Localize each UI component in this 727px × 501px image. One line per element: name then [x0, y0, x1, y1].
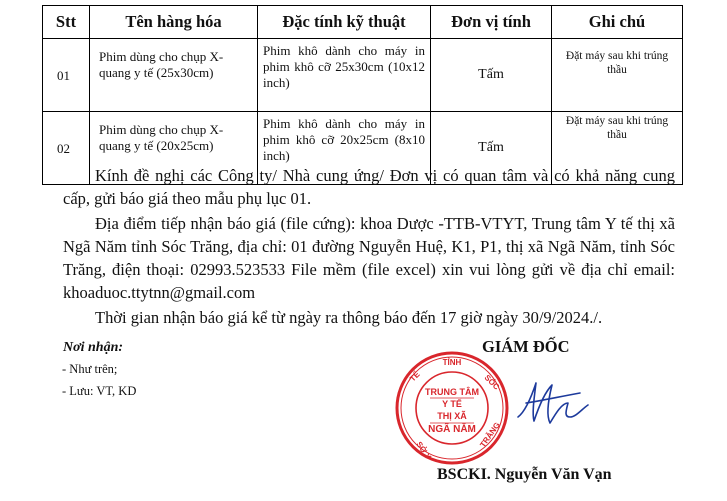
official-stamp: [392, 348, 512, 468]
row-note: Đặt máy sau khi trúng thầu: [552, 39, 683, 112]
header-stt: Stt: [43, 6, 90, 39]
deadline-paragraph: [63, 306, 675, 329]
request-paragraph: [63, 164, 675, 210]
row-item-name: Phim dùng cho chụp X-quang y tế (20x25cm): [90, 112, 258, 185]
row-stt: 02: [43, 112, 90, 185]
request-text: Kính đề nghị các Công ty/ Nhà cung ứng/ Đơn vị có quan tâm và có khả năng cung cấp, gửi báo giá theo mẫu phụ lục 01.: [63, 166, 675, 208]
svg-text:SÓC: SÓC: [482, 373, 502, 392]
signer-name: BSCKI. Nguyễn Văn Vạn: [437, 466, 612, 483]
recipients-title: Nơi nhận:: [63, 340, 124, 355]
svg-text:Y TẾ: Y TẾ: [442, 399, 462, 409]
address-paragraph: [63, 212, 675, 304]
table-header-row: [43, 6, 683, 39]
row-unit: Tấm: [431, 112, 552, 185]
row-stt: 01: [43, 39, 90, 112]
svg-text:TẾ: TẾ: [408, 369, 422, 384]
svg-text:NGÃ NĂM: NGÃ NĂM: [428, 424, 476, 435]
deadline-text: Thời gian nhận báo giá kể từ ngày ra thông báo đến 17 giờ ngày 30/9/2024./.: [95, 308, 603, 327]
recipient-item: - Như trên;: [62, 362, 118, 376]
row-item-name: Phim dùng cho chụp X-quang y tế (25x30cm): [90, 39, 258, 112]
svg-text:SỞ Y: SỞ Y: [414, 439, 433, 462]
address-text: Địa điểm tiếp nhận báo giá (file cứng): khoa Dược -TTB-VTYT, Trung tâm Y tế thị xã Ngã Năm tỉnh Sóc Trăng, địa chỉ: 01 đường Nguyễn Huệ, K1, P1, thị xã Ngã Năm, tỉnh Sóc Trăng, điện thoại: 02993.523533 File mềm (file excel) xin vui lòng gửi về địa chỉ email: khoaduoc.ttytnn@gmail.com: [63, 214, 675, 302]
svg-text:TRUNG TÂM: TRUNG TÂM: [425, 387, 479, 397]
row-note: Đặt máy sau khi trúng thầu: [552, 112, 683, 185]
signer-position: GIÁM ĐỐC: [482, 337, 570, 356]
row-specification: Phim khô dành cho máy in phim khô cỡ 20x25cm (8x10 inch): [258, 112, 431, 185]
goods-table: [42, 5, 683, 185]
svg-text:TỈNH: TỈNH: [442, 358, 462, 367]
handwritten-signature: [512, 373, 592, 433]
row-unit: Tấm: [431, 39, 552, 112]
header-unit: Đơn vị tính: [431, 6, 552, 39]
header-specification: Đặc tính kỹ thuật: [258, 6, 431, 39]
svg-text:THỊ XÃ: THỊ XÃ: [437, 411, 467, 421]
table-row: [43, 39, 683, 112]
header-item-name: Tên hàng hóa: [90, 6, 258, 39]
recipient-item: - Lưu: VT, KD: [62, 384, 137, 398]
header-note: Ghi chú: [552, 6, 683, 39]
row-specification: Phim khô dành cho máy in phim khô cỡ 25x30cm (10x12 inch): [258, 39, 431, 112]
svg-text:TRĂNG: TRĂNG: [478, 420, 502, 450]
